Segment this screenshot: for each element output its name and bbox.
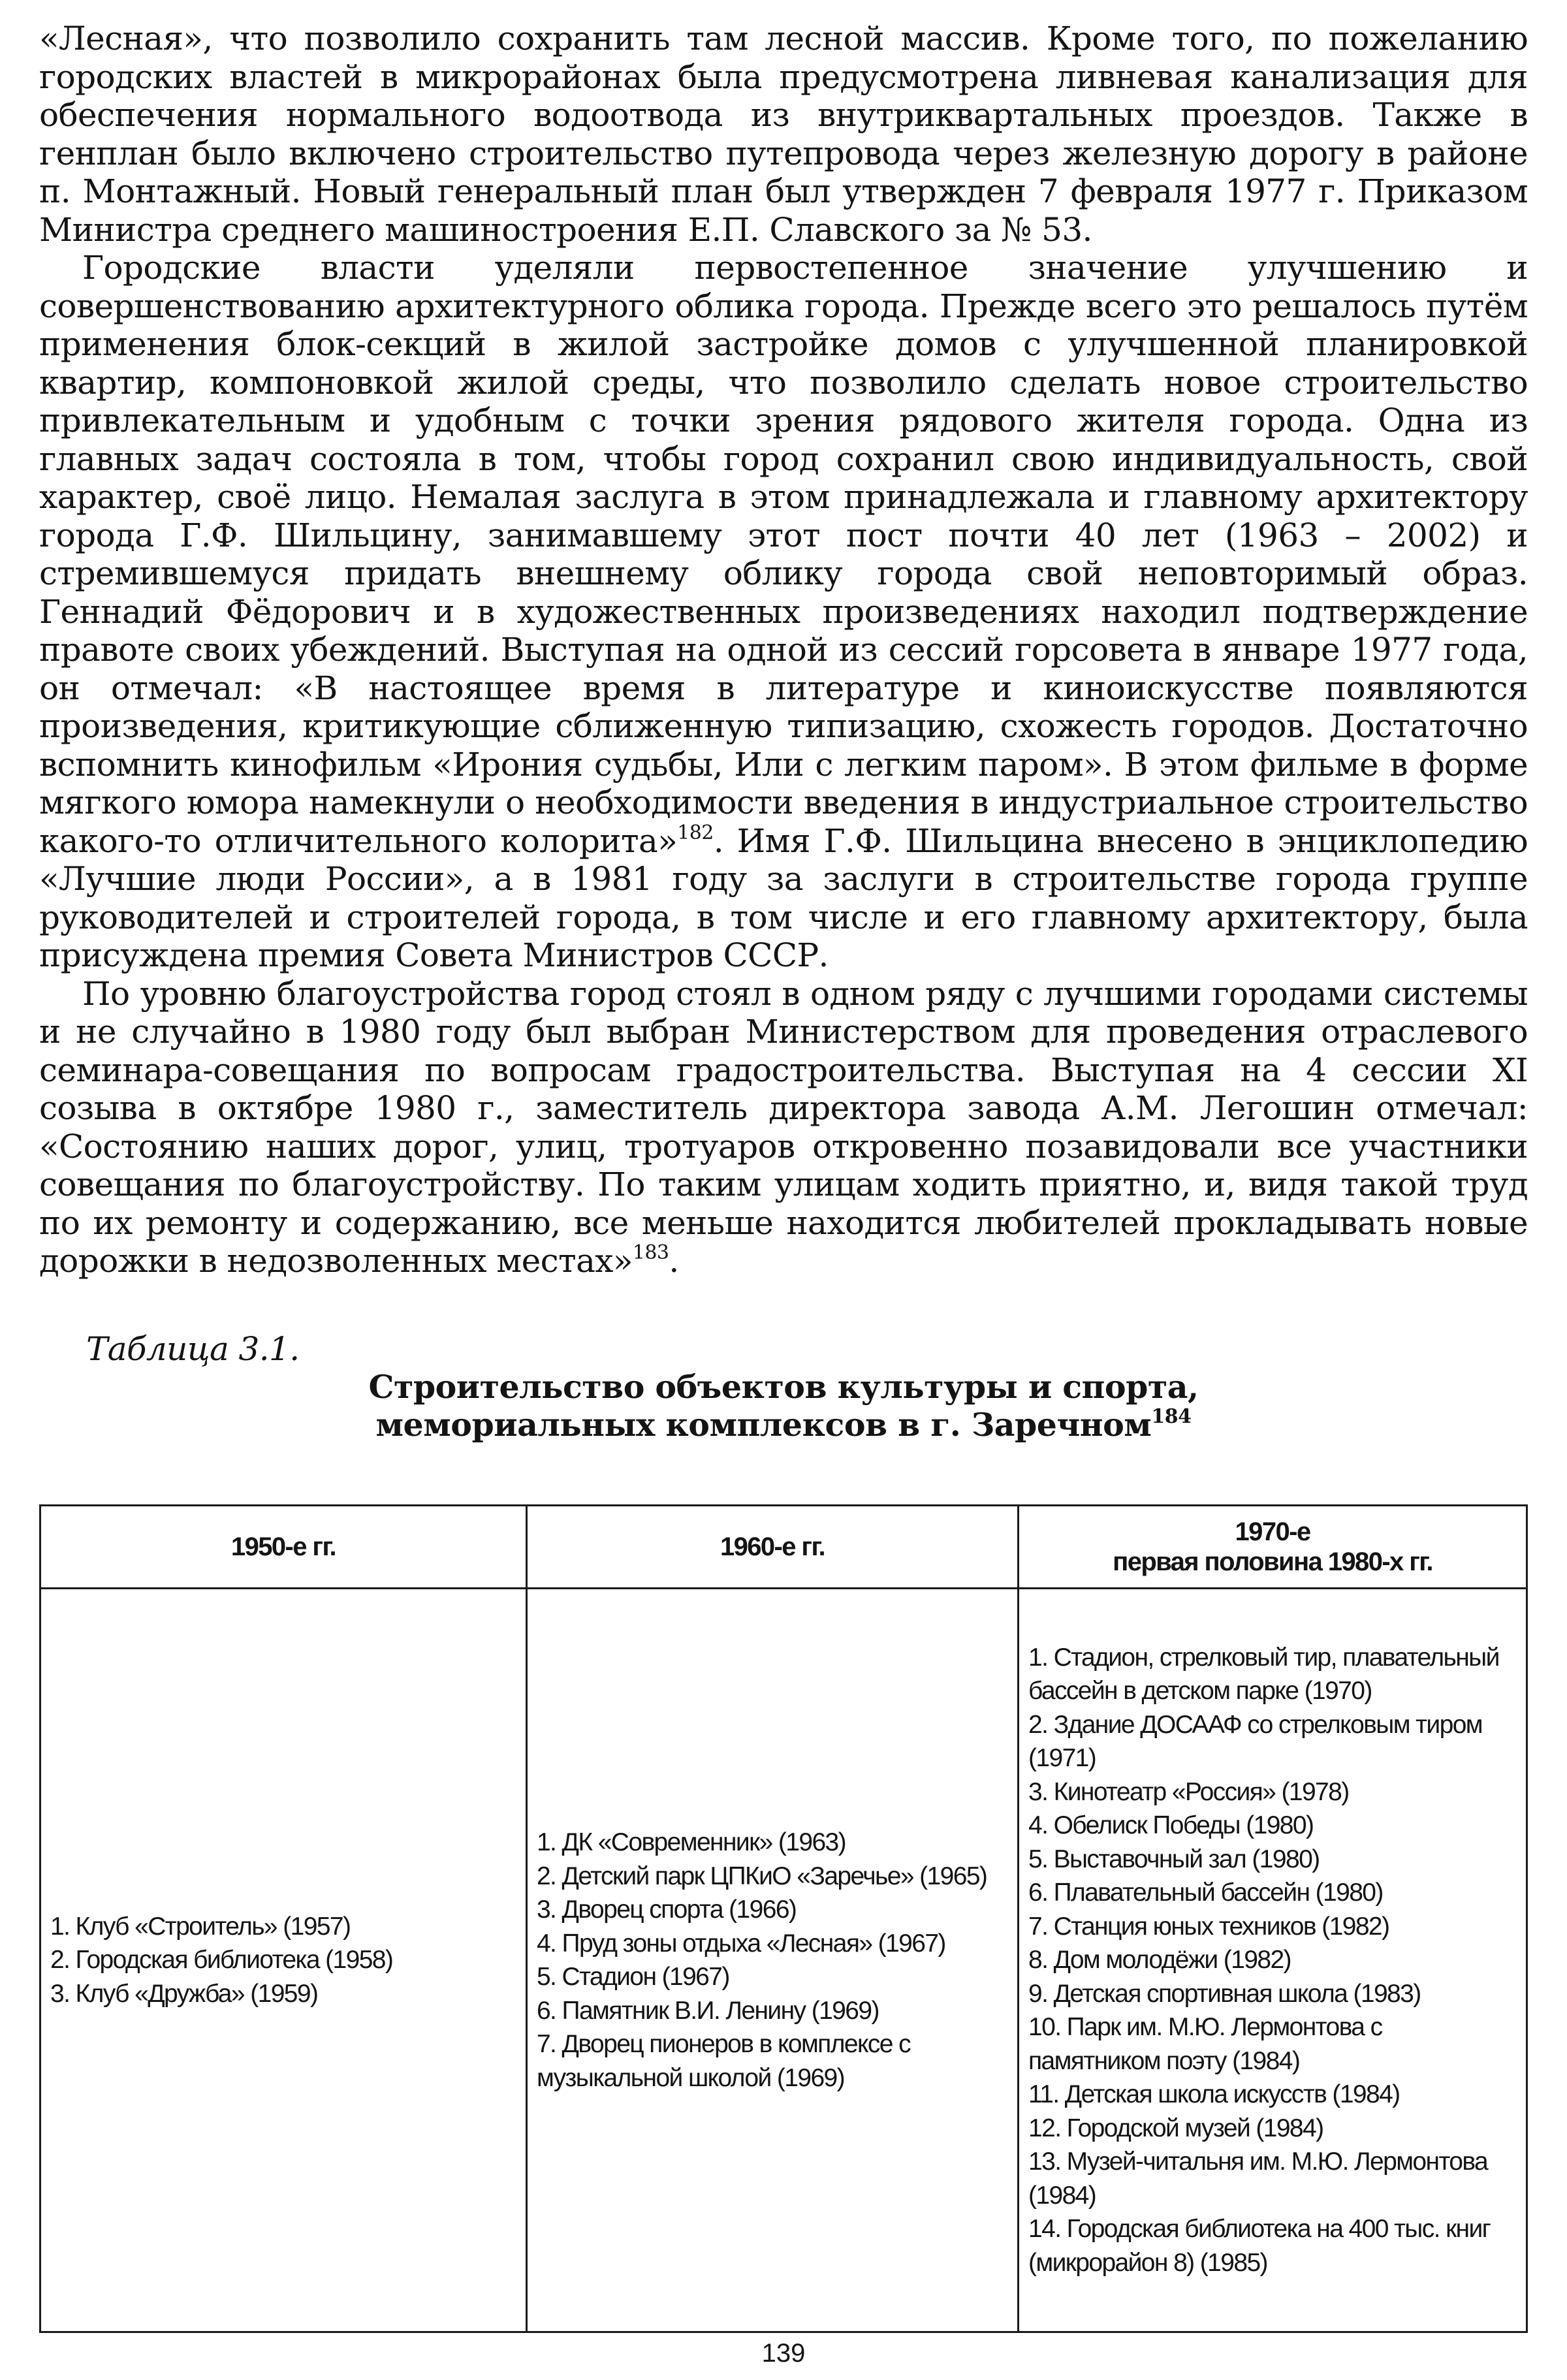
paragraph-3-text-continued: . <box>669 1242 679 1280</box>
table-title-line-1: Строительство объектов культуры и спорта, <box>368 1367 1199 1406</box>
page <box>39 20 1528 2277</box>
list-item: 12. Городской музей (1984) <box>1028 2114 1323 2142</box>
list-item: 7. Дворец пионеров в комплексе с музыкальной школой (1969) <box>536 2030 910 2092</box>
list-1950s <box>50 1910 526 2011</box>
body-text <box>39 20 1528 1280</box>
header-1970s-1980s <box>1019 1506 1527 1589</box>
table-title-line-2-text: мемориальных комплексов в г. Заречном <box>375 1405 1152 1444</box>
paragraph-3 <box>39 975 1528 1280</box>
table-title <box>39 1368 1528 1444</box>
footnote-ref: 183 <box>632 1241 669 1264</box>
header-1970s: 1970-е <box>1235 1517 1310 1546</box>
list-item: 1. Клуб «Строитель» (1957) <box>50 1912 351 1941</box>
paragraph-3-text: По уровню благоустройства город стоял в одном ряду с лучшими городами системы и не случайно в 1980 году был выбран Министерством для проведения отраслевого семинара-совещания по вопросам градостроительства. Выступая на 4 сессии XI созыва в октябре 1980 г., заместитель директора завода А.М. Легошин отмечал: «Состоянию наших дорог, улиц, тротуаров откровенно позавидовали все участники совещания по благоустройству. По таким улицам ходить приятно, и, видя такой труд по их ремонту и содержанию, все меньше находится любителей прокладывать новые дорожки в недозволенных местах» <box>39 974 1528 1280</box>
cell-1950s <box>40 1589 527 2332</box>
list-item: 7. Станция юных техников (1982) <box>1028 1912 1389 1941</box>
list-item: 1. Стадион, стрелковый тир, плавательный бассейн в детском парке (1970) <box>1028 1643 1499 1706</box>
list-item: 4. Пруд зоны отдыха «Лесная» (1967) <box>536 1929 945 1958</box>
list-item: 2. Детский парк ЦПКиО «Заречье» (1965) <box>536 1862 987 1890</box>
header-early-1980s: первая половина 1980-х гг. <box>1113 1547 1432 1576</box>
list-item: 5. Стадион (1967) <box>536 1963 729 1991</box>
list-item: 6. Плавательный бассейн (1980) <box>1028 1879 1383 1907</box>
table-row <box>40 1589 1527 2332</box>
list-item: 3. Дворец спорта (1966) <box>536 1896 797 1924</box>
list-item: 4. Обелиск Победы (1980) <box>1028 1811 1314 1840</box>
list-item: 2. Городская библиотека (1958) <box>50 1946 393 1975</box>
page-number: 139 <box>761 2339 806 2368</box>
paragraph-2 <box>39 249 1528 975</box>
construction-table <box>39 1504 1528 2333</box>
list-item: 1. ДК «Современник» (1963) <box>536 1828 846 1856</box>
footnote-ref: 184 <box>1151 1404 1192 1428</box>
paragraph-2-text: Городские власти уделяли первостепенное значение улучшению и совершенствованию архитектурного облика города. Прежде всего это решалось путём применения блок-секций в жилой застройке домов с улучшенной планировкой квартир, компоновкой жилой среды, что позволило сделать новое строительство привлекательным и удобным с точки зрения рядового жителя города. Одна из главных задач состояла в том, чтобы город сохранил свою индивидуальность, свой характер, своё лицо. Немалая заслуга в этом принадлежала и главному архитектору города Г.Ф. Шильцину, занимавшему этот пост почти 40 лет (1963 – 2002) и стремившемуся придать внешнему облику города свой неповторимый образ. Геннадий Фёдорович и в художественных произведениях находил подтверждение правоте своих убеждений. Выступая на одной из сессий горсовета в январе 1977 года, он отмечал: «В настоящее время в литературе и киноискусстве появляются произведения, критикующие сближенную типизацию, схожесть городов. Достаточно вспомнить кинофильм «Ирония судьбы, Или с легким паром». В этом фильме в форме мягкого юмора намекнули о необходимости введения в индустриальное строительство какого-то отличительного колорита» <box>39 249 1528 860</box>
table-title-line-2 <box>39 1406 1528 1444</box>
list-item: 10. Парк им. М.Ю. Лермонтова с памятником поэту (1984) <box>1028 2013 1382 2075</box>
list-item: 3. Кинотеатр «Россия» (1978) <box>1028 1777 1349 1806</box>
paragraph-1 <box>39 20 1528 249</box>
list-item: 8. Дом молодёжи (1982) <box>1028 1946 1291 1975</box>
list-item: 11. Детская школа искусств (1984) <box>1028 2080 1400 2109</box>
list-item: 5. Выставочный зал (1980) <box>1028 1845 1320 1873</box>
paragraph-1-text: «Лесная», что позволило сохранить там лесной массив. Кроме того, по пожеланию городских властей в микрорайонах была предусмотрена ливневая канализация для обеспечения нормального водоотвода из внутриквартальных проездов. Также в генплан было включено строительство путепровода через железную дорогу в районе п. Монтажный. Новый генеральный план был утвержден 7 февраля 1977 г. Приказом Министра среднего машиностроения Е.П. Славского за № 53. <box>39 20 1528 249</box>
cell-1960s <box>526 1589 1018 2332</box>
header-1960s: 1960-е гг. <box>526 1506 1018 1589</box>
list-item: 3. Клуб «Дружба» (1959) <box>50 1979 318 2008</box>
footnote-ref: 182 <box>677 821 714 844</box>
header-1950s: 1950-е гг. <box>40 1506 527 1589</box>
list-item: 13. Музей-читальня им. М.Ю. Лермонтова (1984) <box>1028 2148 1488 2210</box>
list-item: 14. Городская библиотека на 400 тыс. книг (микрорайон 8) (1985) <box>1028 2215 1491 2277</box>
list-item: 6. Памятник В.И. Ленину (1969) <box>536 1996 879 2025</box>
cell-1970s-1980s <box>1019 1589 1527 2332</box>
list-1970s-1980s <box>1028 1641 1519 2280</box>
list-item: 2. Здание ДОСААФ со стрелковым тиром (1971) <box>1028 1710 1482 1773</box>
table-header-row <box>40 1506 1527 1589</box>
list-1960s <box>537 1826 1017 2095</box>
table-caption: Таблица 3.1. <box>86 1329 300 1368</box>
list-item: 9. Детская спортивная школа (1983) <box>1028 1979 1421 2008</box>
paragraph-2-text-continued: . Имя Г.Ф. Шильцина внесено в энциклопедию «Лучшие люди России», а в 1981 году за заслуги в строительстве города группе руководителей и строителей города, в том числе и его главному архитектору, была присуждена премия Совета Министров СССР. <box>39 821 1528 974</box>
